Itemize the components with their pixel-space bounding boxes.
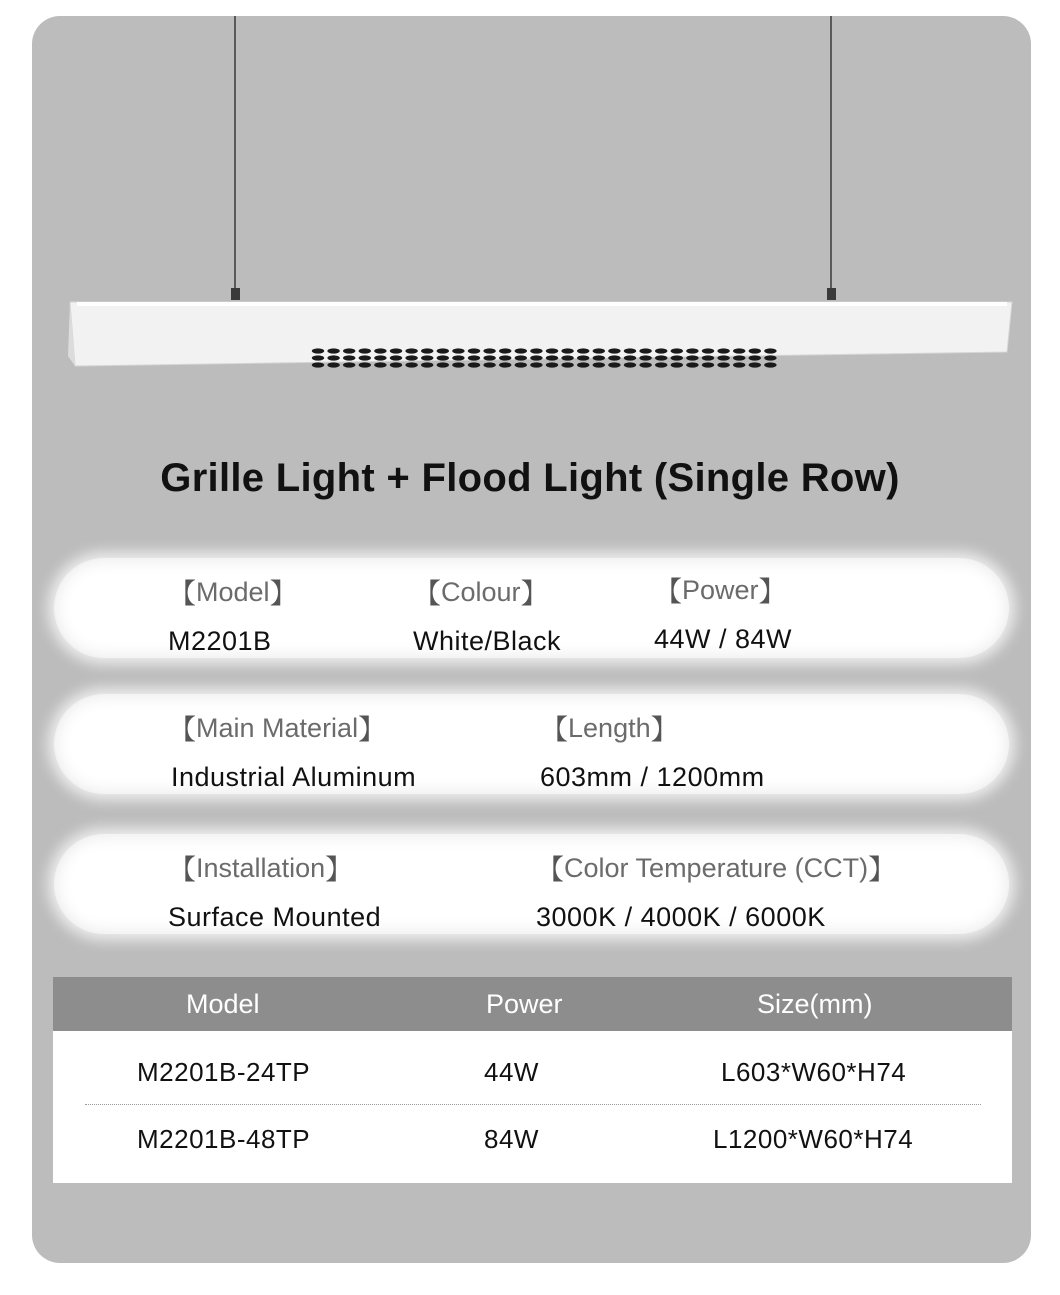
table-cell-size: L1200*W60*H74 [713, 1124, 914, 1154]
grille-cell [437, 362, 449, 367]
spec-power-label: Power [682, 574, 759, 605]
grille-cell [312, 362, 324, 367]
grille-cell [593, 348, 605, 353]
grille-cell [530, 355, 542, 360]
grille-cell [327, 362, 339, 367]
table-header-power: Power [486, 989, 563, 1019]
grille-cell [608, 362, 620, 367]
spec-material: 【 Main Material 】 Industrial Aluminum [168, 712, 417, 792]
grille-cell [608, 348, 620, 353]
grille-cell [546, 362, 558, 367]
grille-cell [499, 348, 511, 353]
grille-cell [468, 348, 480, 353]
model-table [53, 977, 1012, 1183]
grille-cell [421, 355, 433, 360]
grille-cell [639, 355, 651, 360]
grille-cell [312, 355, 324, 360]
grille-cell [515, 355, 527, 360]
grille-cell [655, 348, 667, 353]
grille-cell [421, 348, 433, 353]
spec-colour-label: Colour [441, 576, 521, 607]
grille-cell [561, 362, 573, 367]
grille-cell [530, 348, 542, 353]
grille-cell [374, 362, 386, 367]
table-header [53, 977, 1012, 1031]
table-header-model: Model [186, 989, 260, 1019]
grille-cell [374, 348, 386, 353]
spec-cct: 【 Color Temperature (CCT) 】 3000K / 4000K / 6000K [536, 852, 897, 932]
grille-cell [437, 355, 449, 360]
spec-installation: 【 Installation 】 Surface Mounted [168, 852, 382, 932]
table-cell-model: M2201B-24TP [137, 1057, 311, 1087]
grille-cell [593, 355, 605, 360]
spec-row-general [54, 558, 1009, 658]
grille-cell [639, 348, 651, 353]
grille-cell [515, 362, 527, 367]
grille-cell [764, 348, 776, 353]
grille-cell [359, 355, 371, 360]
grille-cell [577, 348, 589, 353]
spec-row-installation [54, 834, 1009, 934]
grille-cell [749, 355, 761, 360]
grille-cell [717, 362, 729, 367]
grille-cell [390, 348, 402, 353]
table-cell-model: M2201B-48TP [137, 1124, 311, 1154]
grille-cell [624, 348, 636, 353]
grille-cell [577, 355, 589, 360]
grille-cell [405, 348, 417, 353]
grille-cell [359, 362, 371, 367]
grille-cell [327, 355, 339, 360]
table-header-size: Size(mm) [757, 989, 873, 1019]
grille-cell [686, 348, 698, 353]
product-title: Grille Light + Flood Light (Single Row) [160, 456, 900, 500]
grille-cell [483, 362, 495, 367]
grille-cell [624, 355, 636, 360]
grille-cell [499, 355, 511, 360]
spec-length-value: 603mm / 1200mm [540, 762, 765, 792]
grille-cell [702, 348, 714, 353]
grille-cell [421, 362, 433, 367]
grille-cell [686, 362, 698, 367]
spec-material-label: Main Material [196, 712, 359, 743]
grille-cell [733, 362, 745, 367]
spec-power: 【 Power 】 44W / 84W [654, 574, 793, 654]
spec-colour-value: White/Black [413, 626, 562, 656]
spec-power-value: 44W / 84W [654, 624, 793, 654]
grille-cell [655, 355, 667, 360]
spec-cct-label: Color Temperature (CCT) [564, 852, 869, 883]
grille-cell [561, 355, 573, 360]
grille-cell [405, 355, 417, 360]
spec-installation-label: Installation [196, 852, 326, 883]
grille-cell [639, 362, 651, 367]
grille-cell [764, 355, 776, 360]
spec-row-material [54, 694, 1009, 794]
spec-colour: 【 Colour 】 White/Black [413, 576, 562, 656]
spec-length-label: Length [568, 712, 651, 743]
grille-cell [733, 348, 745, 353]
grille-cell [655, 362, 667, 367]
grille-cell [749, 348, 761, 353]
spec-material-value: Industrial Aluminum [171, 762, 417, 792]
grille-cell [717, 348, 729, 353]
spec-cct-value: 3000K / 4000K / 6000K [536, 902, 826, 932]
spec-installation-value: Surface Mounted [168, 902, 382, 932]
table-divider [85, 1104, 981, 1105]
spec-model-value: M2201B [168, 626, 272, 656]
grille-cell [390, 355, 402, 360]
grille-cell [312, 348, 324, 353]
grille-cell [452, 355, 464, 360]
spec-model-label: Model [196, 576, 270, 607]
grille-cell [437, 348, 449, 353]
grille-cell [608, 355, 620, 360]
grille-cell [671, 355, 683, 360]
grille-cell [483, 355, 495, 360]
grille-cell [593, 362, 605, 367]
grille-cell [577, 362, 589, 367]
grille-cell [546, 355, 558, 360]
grille-cell [702, 355, 714, 360]
grille-cell [452, 348, 464, 353]
grille-cell [452, 362, 464, 367]
grille-cell [764, 362, 776, 367]
grille-cell [359, 348, 371, 353]
grille-cell [671, 362, 683, 367]
grille-cell [343, 362, 355, 367]
product-image [32, 16, 1031, 416]
grille-cell [390, 362, 402, 367]
grille-cell [374, 355, 386, 360]
grille-cell [468, 355, 480, 360]
grille-cell [671, 348, 683, 353]
table-cell-power: 44W [484, 1057, 539, 1087]
grille-cell [515, 348, 527, 353]
grille-cell [530, 362, 542, 367]
table-cell-size: L603*W60*H74 [721, 1057, 907, 1087]
table-cell-power: 84W [484, 1124, 539, 1154]
spec-model: 【 Model 】 M2201B [168, 576, 298, 656]
grille-cell [405, 362, 417, 367]
grille-cell [468, 362, 480, 367]
grille-cell [483, 348, 495, 353]
grille-cell [717, 355, 729, 360]
grille-cell [343, 355, 355, 360]
product-card [32, 16, 1031, 1263]
grille-cell [733, 355, 745, 360]
grille-cell [624, 362, 636, 367]
grille-cell [686, 355, 698, 360]
grille-cell [343, 348, 355, 353]
spec-length: 【 Length 】 603mm / 1200mm [540, 712, 765, 792]
grille-cell [499, 362, 511, 367]
grille-cell [546, 348, 558, 353]
grille-cell [327, 348, 339, 353]
grille-cell [749, 362, 761, 367]
grille-cell [561, 348, 573, 353]
grille-cell [702, 362, 714, 367]
